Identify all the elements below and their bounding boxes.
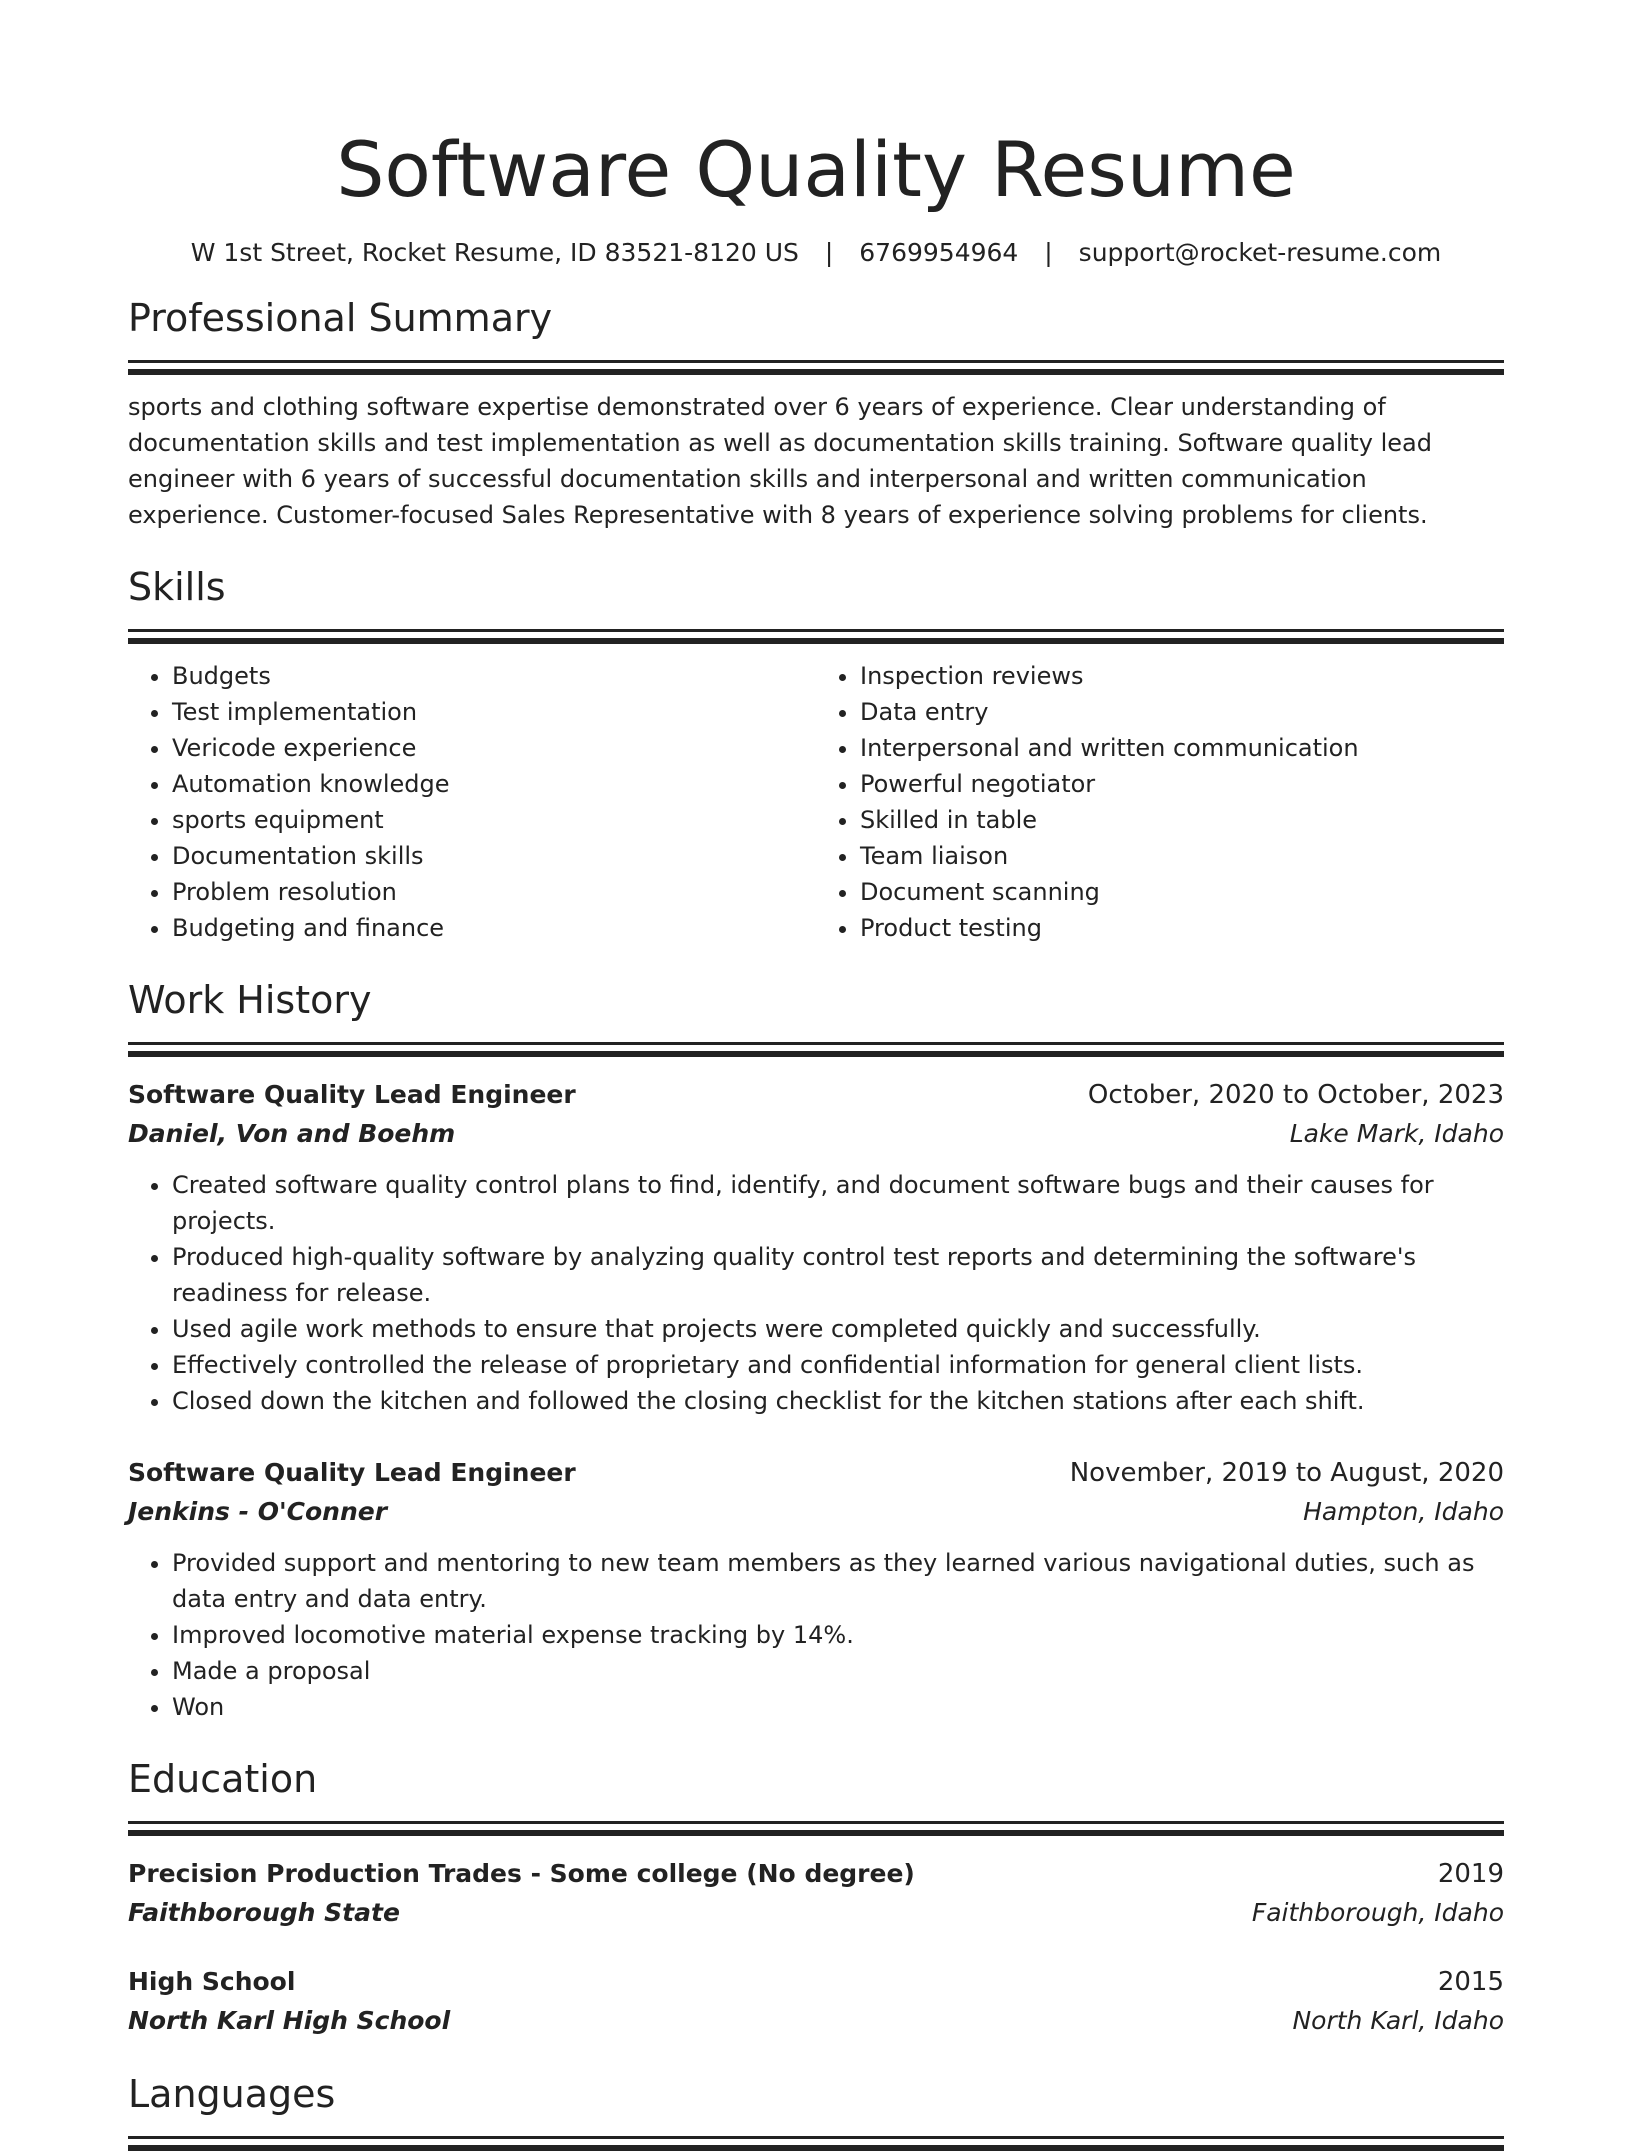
contact-separator: | xyxy=(1044,238,1053,267)
contact-separator: | xyxy=(824,238,834,267)
languages-section xyxy=(128,2068,1504,2151)
job-company: Jenkins - O'Conner xyxy=(128,1497,388,1526)
skill-item: • sports equipment xyxy=(172,802,816,838)
education-school: North Karl High School xyxy=(128,2006,451,2035)
skills-section xyxy=(128,561,1504,946)
work-history-heading: Work History xyxy=(128,978,372,1022)
job-dates: November, 2019 to August, 2020 xyxy=(1069,1458,1504,1488)
job-company-row xyxy=(128,1115,1504,1153)
job-bullet: • Improved locomotive material expense tracking by 14%. xyxy=(172,1617,1504,1653)
job-header-row xyxy=(128,1453,1504,1493)
skill-item: • Vericode experience xyxy=(172,730,816,766)
resume-page xyxy=(128,0,1504,2151)
skill-item: • Product testing xyxy=(860,910,1504,946)
skill-item: • Budgeting and finance xyxy=(172,910,816,946)
job-company-row xyxy=(128,1493,1504,1531)
job-bullet: • Won xyxy=(172,1689,1504,1725)
skill-item: • Skilled in table xyxy=(860,802,1504,838)
section-rule-thick xyxy=(128,2145,1504,2151)
skill-item: • Interpersonal and written communication xyxy=(860,730,1504,766)
job-header-row xyxy=(128,1075,1504,1115)
education-location: Faithborough, Idaho xyxy=(1251,1898,1504,1927)
section-rule-thick xyxy=(128,1051,1504,1057)
job-bullet: • Closed down the kitchen and followed the closing checklist for the kitchen stations after each shift. xyxy=(172,1383,1504,1419)
skill-item: • Team liaison xyxy=(860,838,1504,874)
contact-phone: 6769954964 xyxy=(859,238,1019,267)
summary-heading: Professional Summary xyxy=(128,296,553,340)
education-header-row xyxy=(128,1854,1504,1894)
section-rule xyxy=(128,1821,1504,1824)
skill-item: • Problem resolution xyxy=(172,874,816,910)
job-bullet: • Made a proposal xyxy=(172,1653,1504,1689)
education-year: 2019 xyxy=(1437,1859,1504,1889)
job-bullet: • Effectively controlled the release of proprietary and confidential information for general client lists. xyxy=(172,1347,1504,1383)
skill-item: • Data entry xyxy=(860,694,1504,730)
job-company: Daniel, Von and Boehm xyxy=(128,1119,456,1148)
job-title: Software Quality Lead Engineer xyxy=(128,1458,576,1487)
education-location: North Karl, Idaho xyxy=(1292,2006,1504,2035)
skill-item: • Documentation skills xyxy=(172,838,816,874)
skills-list-left xyxy=(128,658,816,946)
skill-item: • Test implementation xyxy=(172,694,816,730)
education-degree: Precision Production Trades - Some college (No degree) xyxy=(128,1859,915,1888)
section-rule xyxy=(128,629,1504,632)
job-bullet: • Created software quality control plans to find, identify, and document software bugs and their causes for projects. xyxy=(172,1167,1504,1239)
skill-item: • Powerful negotiator xyxy=(860,766,1504,802)
job-bullet: • Used agile work methods to ensure that projects were completed quickly and successfully. xyxy=(172,1311,1504,1347)
job-dates: October, 2020 to October, 2023 xyxy=(1087,1080,1504,1110)
contact-line xyxy=(128,236,1504,270)
job-location: Lake Mark, Idaho xyxy=(1289,1119,1504,1148)
skills-heading: Skills xyxy=(128,565,226,609)
education-degree: High School xyxy=(128,1967,296,1996)
education-entry xyxy=(128,1962,1504,2040)
resume-title: Software Quality Resume xyxy=(336,125,1296,214)
skill-item: • Inspection reviews xyxy=(860,658,1504,694)
skills-list-right xyxy=(816,658,1504,946)
job-location: Hampton, Idaho xyxy=(1303,1497,1504,1526)
job-bullet: • Produced high-quality software by analyzing quality control test reports and determining the software's readiness for release. xyxy=(172,1239,1504,1311)
contact-address: W 1st Street, Rocket Resume, ID 83521-8120 US xyxy=(190,238,799,267)
job-bullets xyxy=(128,1167,1504,1419)
education-header-row xyxy=(128,1962,1504,2002)
education-section xyxy=(128,1753,1504,2040)
education-heading: Education xyxy=(128,1757,318,1801)
section-rule-thick xyxy=(128,638,1504,644)
job-entry xyxy=(128,1075,1504,1419)
skill-item: • Budgets xyxy=(172,658,816,694)
education-year: 2015 xyxy=(1437,1967,1504,1997)
section-rule xyxy=(128,360,1504,363)
job-title: Software Quality Lead Engineer xyxy=(128,1080,576,1109)
skill-item: • Document scanning xyxy=(860,874,1504,910)
languages-heading: Languages xyxy=(128,2072,336,2116)
skill-item: • Automation knowledge xyxy=(172,766,816,802)
job-entry xyxy=(128,1453,1504,1725)
education-school: Faithborough State xyxy=(128,1898,400,1927)
job-bullet: • Provided support and mentoring to new team members as they learned various navigational duties, such as data entry and data entry. xyxy=(172,1545,1504,1617)
section-rule-thick xyxy=(128,369,1504,375)
education-school-row xyxy=(128,2002,1504,2040)
work-history-section xyxy=(128,974,1504,1725)
education-entry xyxy=(128,1854,1504,1932)
section-rule-thick xyxy=(128,1830,1504,1836)
skills-columns xyxy=(128,658,1504,946)
summary-section xyxy=(128,292,1504,533)
job-bullets xyxy=(128,1545,1504,1725)
education-school-row xyxy=(128,1894,1504,1932)
section-rule xyxy=(128,2136,1504,2139)
summary-text: sports and clothing software expertise demonstrated over 6 years of experience. Clear understanding of documentation skills and test implementation as well as documentation skills training. Software quality lead engineer with 6 years of successful documentation skills and interpersonal and written communication experience. Customer-focused Sales Representative with 8 years of experience solving problems for clients. xyxy=(128,393,1432,529)
section-rule xyxy=(128,1042,1504,1045)
contact-email: support@rocket-resume.com xyxy=(1078,238,1442,267)
